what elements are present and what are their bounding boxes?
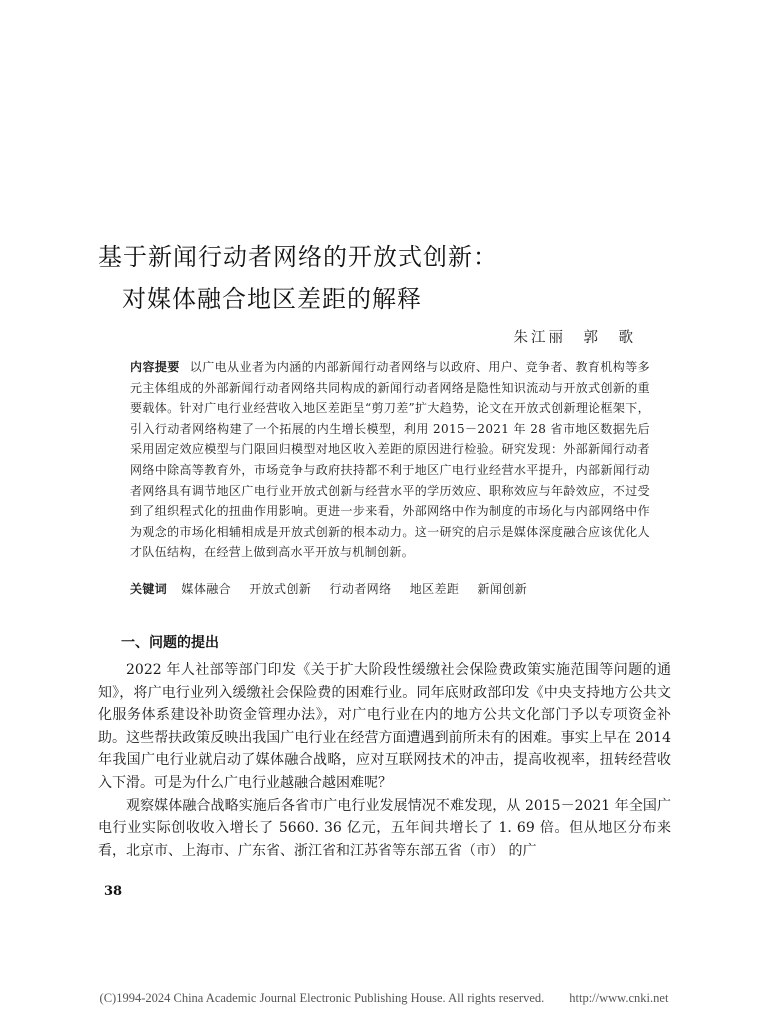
copyright-footer: (C)1994-2024 China Academic Journal Electronic Publishing House. All rights reserved. http://www.cnki.net xyxy=(99,991,669,1005)
page-number: 38 xyxy=(104,884,123,899)
article-title xyxy=(98,236,698,320)
article-title-line-2: 对媒体融合地区差距的解释 xyxy=(122,285,422,313)
keyword-item: 开放式创新 xyxy=(249,582,312,596)
keywords xyxy=(130,580,650,597)
abstract-label: 内容提要 xyxy=(130,360,180,374)
author-names: 朱江丽 郭 歌 xyxy=(513,330,636,346)
keywords-label: 关键词 xyxy=(130,582,168,596)
keyword-item: 新闻创新 xyxy=(477,582,528,596)
body-paragraph: 观察媒体融合战略实施后各省市广电行业发展情况不难发现，从 2015－2021 年全国广电行业实际创收收入增长了 5660. 36 亿元，五年间共增长了 1. 69 倍。但从地区分布来看，北京市、上海市、广东省、浙江省和江苏省等东部五省（市） 的广 xyxy=(98,797,671,859)
body-paragraph: 2022 年人社部等部门印发《关于扩大阶段性缓缴社会保险费政策实施范围等问题的通知》，将广电行业列入缓缴社会保险费的困难行业。同年底财政部印发《中央支持地方公共文化服务体系建设补助资金管理办法》，对广电行业在内的地方公共文化部门予以专项资金补助。这些帮扶政策反映出我国广电行业在经营方面遭遇到前所未有的困难。事实上早在 2014 年我国广电行业就启动了媒体融合战略，应对互联网技术的冲击，提高收视率，扭转经营收入下滑。可是为什么广电行业越融合越困难呢？ xyxy=(98,662,671,791)
keyword-item: 媒体融合 xyxy=(181,582,232,596)
section-heading: 一、问题的提出 xyxy=(121,635,219,651)
article-title-line-1: 基于新闻行动者网络的开放式创新： xyxy=(98,243,498,271)
body-text xyxy=(98,659,671,862)
keyword-item: 地区差距 xyxy=(409,582,460,596)
abstract-text: 以广电从业者为内涵的内部新闻行动者网络与以政府、用户、竞争者、教育机构等多元主体组成的外部新闻行动者网络共同构成的新闻行动者网络是隐性知识流动与开放式创新的重要载体。针对广电行业经营收入地区差距呈“剪刀差”扩大趋势，论文在开放式创新理论框架下，引入行动者网络构建了一个拓展的内生增长模型，利用 2015－2021 年 28 省市地区数据先后采用固定效应模型与门限回归模型对地区收入差距的原因进行检验。研究发现：外部新闻行动者网络中除高等教育外，市场竞争与政府扶持都不利于地区广电行业经营水平提升，内部新闻行动者网络具有调节地区广电行业开放式创新与经营水平的学历效应、职称效应与年龄效应，不过受到了组织程式化的扭曲作用影响。更进一步来看，外部网络中作为制度的市场化与内部网络中作为观念的市场化相辅相成是开放式创新的根本动力。这一研究的启示是媒体深度融合应该优化人才队伍结构，在经营上做到高水平开放与机制创新。 xyxy=(130,360,650,560)
keyword-item: 行动者网络 xyxy=(329,582,392,596)
abstract xyxy=(130,357,650,563)
